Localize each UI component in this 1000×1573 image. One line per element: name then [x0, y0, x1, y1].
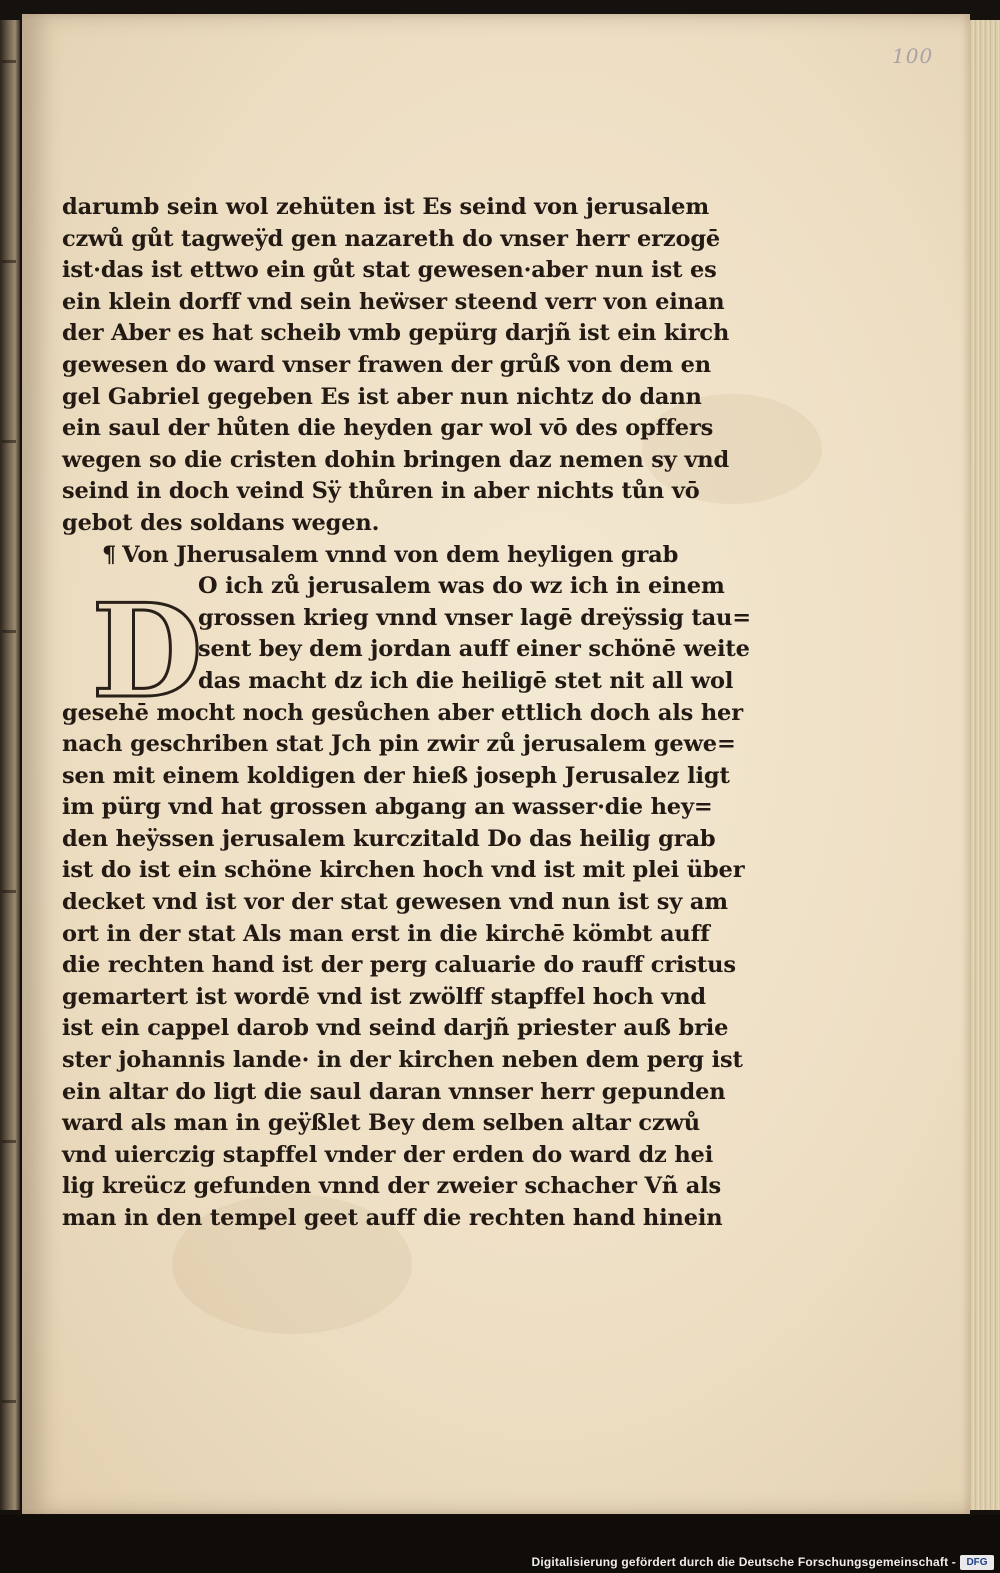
decorated-initial: D	[91, 577, 203, 727]
text-line: lig kreücz gefunden vnnd der zweier schacher Vñ als	[62, 1173, 722, 1200]
adjacent-page-shade	[2, 260, 16, 263]
text-line: ward als man in geÿßlet Bey dem selben altar czwů	[62, 1110, 700, 1137]
footer-bar	[0, 1515, 1000, 1573]
text-line: ist do ist ein schöne kirchen hoch vnd ist mit plei über	[62, 857, 745, 884]
text-line: ein saul der hůten die heyden gar wol vō des opffers	[62, 415, 714, 442]
text-line: sent bey dem jordan auff einer schönē weite	[198, 636, 750, 663]
text-line: O ich zů jerusalem was do wz ich in einem	[198, 573, 725, 600]
text-line: ein klein dorff vnd sein heẅser steend verr von einan	[62, 288, 725, 315]
adjacent-page-shade	[2, 890, 16, 893]
text-line: ster johannis lande· in der kirchen neben dem perg ist	[62, 1047, 743, 1074]
text-line: grossen krieg vnnd vnser lagē dreÿssig tau=	[198, 604, 751, 631]
adjacent-page-shade	[2, 1400, 16, 1403]
text-line: gemartert ist wordē vnd ist zwölff stapffel hoch vnd	[62, 983, 707, 1010]
dfg-logo-icon: DFG	[960, 1555, 994, 1570]
adjacent-page-shade	[2, 440, 16, 443]
text-line: seind in doch veind Sÿ thůren in aber nichts tůn vō	[62, 478, 700, 505]
text-line: der Aber es hat scheib vmb gepürg darjñ ist ein kirch	[62, 320, 730, 347]
text-line: ort in der stat Als man erst in die kirchē kömbt auff	[62, 920, 710, 947]
text-line: gebot des soldans wegen.	[62, 509, 380, 536]
pilcrow-icon: ¶	[102, 541, 117, 568]
text-line: gel Gabriel gegeben Es ist aber nun nichtz do dann	[62, 383, 702, 410]
text-line: sen mit einem koldigen der hieß joseph Jerusalez ligt	[62, 762, 730, 789]
text-line: den heÿssen jerusalem kurczitald Do das heilig grab	[62, 825, 716, 852]
adjacent-page-shade	[2, 60, 16, 63]
manuscript-page	[22, 14, 970, 1514]
text-line: das macht dz ich die heiligē stet nit all wol	[198, 667, 734, 694]
section-heading	[62, 540, 782, 572]
text-line: ist·das ist ettwo ein gůt stat gewesen·aber nun ist es	[62, 257, 717, 284]
adjacent-page-edge	[0, 20, 20, 1510]
text-line: man in den tempel geet auff die rechten hand hinein	[62, 1205, 723, 1231]
text-line: czwů gůt tagweÿd gen nazareth do vnser herr erzogē	[62, 225, 721, 252]
text-line: wegen so die cristen dohin bringen daz nemen sy vnd	[62, 446, 730, 473]
text-line: vnd uierczig stapffel vnder der erden do ward dz hei	[62, 1141, 714, 1168]
text-line: gesehē mocht noch gesůchen aber ettlich doch als her	[62, 699, 743, 726]
text-line: darumb sein wol zehüten ist Es seind von jerusalem	[62, 194, 709, 220]
text-line: ist ein cappel darob vnd seind darjñ priester auß brie	[62, 1015, 729, 1042]
funding-credit: Digitalisierung gefördert durch die Deutsche Forschungsgemeinschaft -	[531, 1555, 956, 1569]
text-line: im pürg vnd hat grossen abgang an wasser·die hey=	[62, 794, 713, 821]
text-line: nach geschriben stat Jch pin zwir zů jerusalem gewe=	[62, 731, 736, 758]
text-line: ein altar do ligt die saul daran vnnser herr gepunden	[62, 1078, 726, 1105]
adjacent-page-shade	[2, 1140, 16, 1143]
adjacent-page-shade	[2, 630, 16, 633]
folio-number: 100	[892, 44, 934, 68]
text-line: gewesen do ward vnser frawen der grůß von dem en	[62, 351, 711, 378]
section-heading-text: Von Jherusalem vnnd von dem heyligen grab	[122, 541, 679, 568]
text-line: decket vnd ist vor der stat gewesen vnd nun ist sy am	[62, 889, 728, 916]
text-line: die rechten hand ist der perg caluarie do rauff cristus	[62, 952, 736, 979]
